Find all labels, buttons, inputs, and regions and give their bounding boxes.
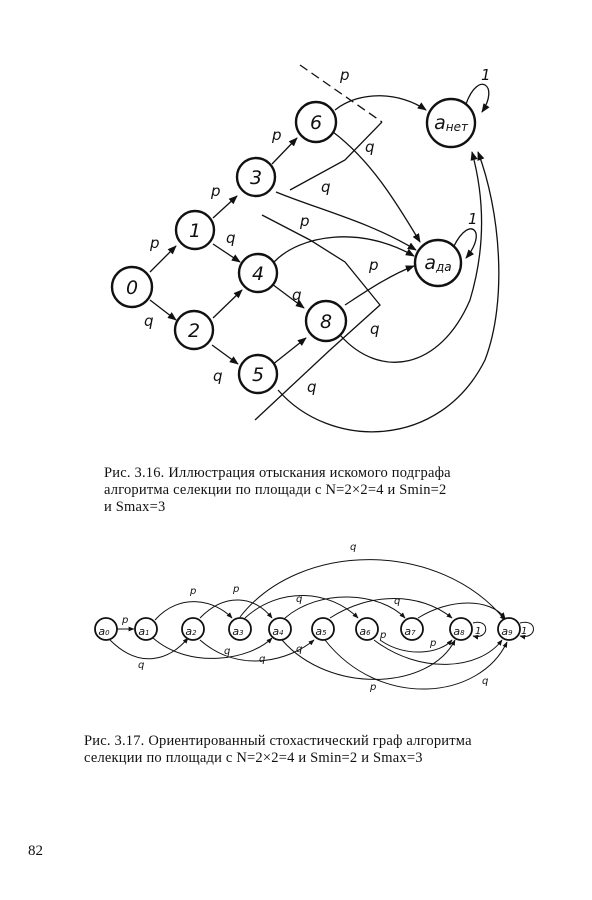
- caption-3-17-line-1: Рис. 3.17. Ориентированный стохастический граф алгоритма: [84, 733, 472, 749]
- node2-a0-label: a0: [98, 624, 110, 638]
- label2-q-3-9: q: [350, 542, 357, 553]
- node-2-label: 2: [187, 320, 201, 342]
- label2-q-3-6: q: [296, 594, 303, 605]
- label2-p-1-3: p: [190, 586, 197, 597]
- label-p-0-1: p: [150, 234, 160, 252]
- caption-3-16: [104, 465, 524, 516]
- caption-3-17-line-2: селекции по площади с N=2×2=4 и Smin=2 и Smax=3: [84, 750, 423, 766]
- label2-p-5-8: p: [380, 630, 387, 641]
- edge-6-anet: [335, 96, 426, 110]
- label2-p-0-1: p: [122, 615, 129, 626]
- label-q-4-8: q: [292, 286, 302, 304]
- label2-loop-8: 1: [475, 626, 482, 637]
- label-q-0-2: q: [144, 312, 154, 330]
- label-q-6: q: [365, 138, 375, 156]
- label2-q-0-2: q: [138, 660, 145, 671]
- label2-loop-9: 1: [521, 626, 528, 637]
- edge2-3-9: [240, 560, 505, 620]
- edge2-5-8: [330, 599, 452, 619]
- caption-3-16-line-2: алгоритма селекции по площади с N=2×2=4 и Smin=2: [104, 482, 447, 498]
- edge2-1-4: [153, 638, 272, 658]
- node2-a6-label: a6: [359, 624, 371, 638]
- edge-8-ada: [345, 266, 414, 305]
- caption-3-17: [84, 733, 524, 767]
- node2-a3-label: a3: [232, 624, 244, 638]
- edge2-2-4: [200, 600, 272, 618]
- caption-3-16-line-1: Рис. 3.16. Иллюстрация отыскания искомого подграфа: [104, 465, 451, 481]
- node-3-label: 3: [249, 167, 263, 189]
- label2-p-4-8: p: [370, 682, 377, 693]
- label2-p-6-8: p: [430, 638, 437, 649]
- figure-3-17: [0, 530, 592, 715]
- node2-a1-label: a1: [138, 624, 150, 638]
- label2-q-1-4: q: [224, 646, 231, 657]
- label2-q-6: q: [296, 644, 303, 655]
- node2-a7-label: a7: [404, 624, 416, 638]
- label2-p-2-4: p: [233, 584, 240, 595]
- edge-5-8: [272, 338, 306, 365]
- label-p-1-3: p: [211, 182, 221, 200]
- node-5-label: 5: [251, 364, 265, 386]
- node-a-net-label: $a_{нет}$: [434, 112, 468, 134]
- node-1-label: 1: [188, 220, 202, 242]
- node-4-label: 4: [251, 263, 265, 285]
- label2-q-5-9: q: [482, 676, 489, 687]
- label-p-4: p: [300, 212, 310, 230]
- label-p-8-ada: p: [369, 256, 379, 274]
- page-number: 82: [28, 843, 43, 859]
- edge-6-ada: [333, 132, 420, 242]
- node2-a2-label: a2: [185, 624, 197, 638]
- node-a-da-label: $a_{да}$: [424, 252, 452, 274]
- label-1-ada: 1: [468, 210, 478, 228]
- edge-4-ada: [274, 237, 414, 262]
- node2-a8-label: a8: [453, 624, 465, 638]
- label-p-3-6: p: [272, 126, 282, 144]
- edge2-0-2: [110, 638, 188, 659]
- node-6-label: 6: [309, 112, 323, 134]
- label-p-6-anet: p: [340, 66, 350, 84]
- label2-q-2-5: q: [259, 654, 266, 665]
- node-8-label: 8: [319, 311, 333, 333]
- label2-q-4-7: q: [394, 596, 401, 607]
- label-q-5: q: [307, 378, 317, 396]
- node2-a9-label: a9: [501, 624, 513, 638]
- label-q-3: q: [321, 178, 331, 196]
- node-0-label: 0: [125, 277, 139, 299]
- edge-2-5: [212, 345, 238, 364]
- label-q-8: q: [370, 320, 380, 338]
- edge-2-4: [213, 290, 242, 318]
- label-q-2-5: q: [213, 367, 223, 385]
- edge-0-2: [150, 300, 176, 320]
- caption-3-16-line-3: и Smax=3: [104, 499, 166, 515]
- label-1-anet: 1: [481, 66, 491, 84]
- edge2-5-9: [325, 640, 507, 689]
- node2-a5-label: a5: [315, 624, 327, 638]
- label-q-1-4: q: [226, 229, 236, 247]
- node2-a4-label: a4: [272, 624, 284, 638]
